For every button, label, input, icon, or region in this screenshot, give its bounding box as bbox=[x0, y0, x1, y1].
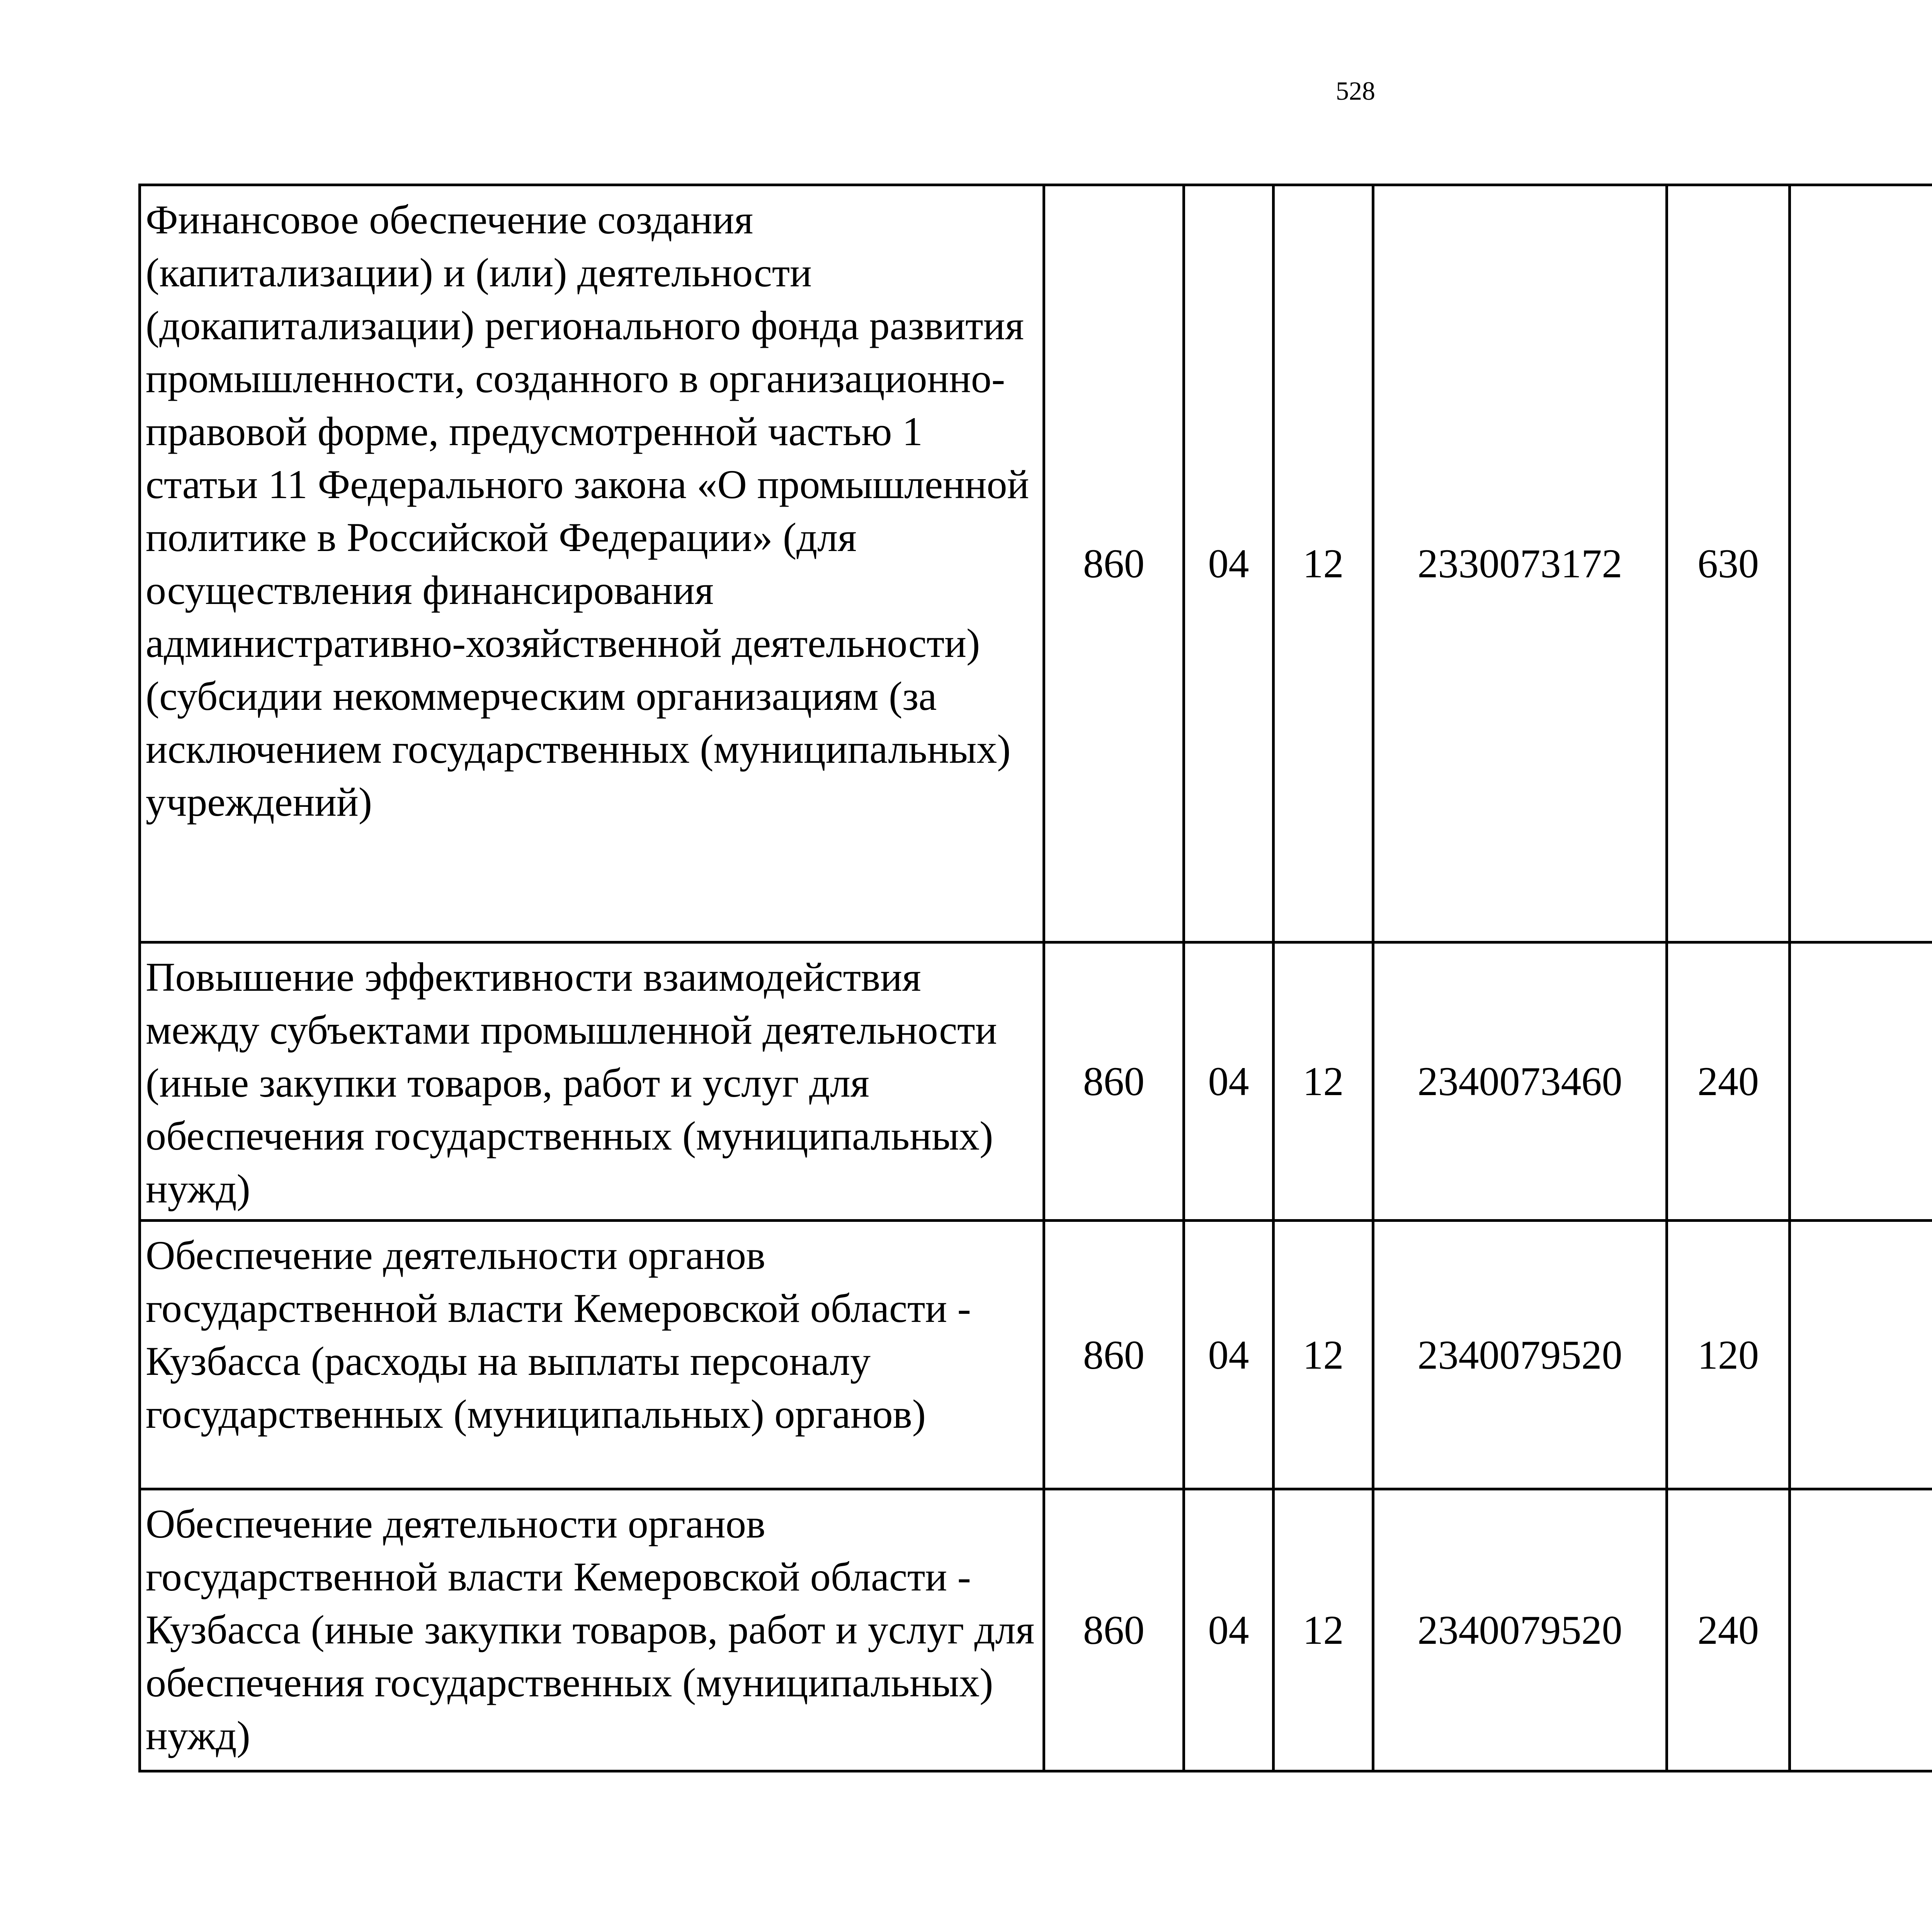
cell-description: Повышение эффективности взаимодействия между субъектами промышленной деятельности (иные закупки товаров, работ и услуг для обеспечения государственных (муниципальных) нужд) bbox=[140, 942, 1044, 1221]
cell-target-article: 2340079520 bbox=[1373, 1489, 1667, 1771]
cell-expense-type: 240 bbox=[1667, 942, 1790, 1221]
cell-target-article: 2340073460 bbox=[1373, 942, 1667, 1221]
table-row bbox=[140, 942, 1932, 1221]
cell-subsection: 12 bbox=[1274, 1221, 1373, 1489]
cell-subsection: 12 bbox=[1274, 1489, 1373, 1771]
cell-ministry: 860 bbox=[1044, 942, 1184, 1221]
page-number: 528 bbox=[1336, 76, 1375, 105]
cell-amount-1 bbox=[1790, 185, 1932, 942]
cell-section: 04 bbox=[1184, 1221, 1274, 1489]
cell-ministry: 860 bbox=[1044, 185, 1184, 942]
cell-target-article: 2340079520 bbox=[1373, 1221, 1667, 1489]
cell-amount-1 bbox=[1790, 942, 1932, 1221]
cell-subsection: 12 bbox=[1274, 185, 1373, 942]
table-row bbox=[140, 1489, 1932, 1771]
cell-ministry: 860 bbox=[1044, 1221, 1184, 1489]
cell-expense-type: 120 bbox=[1667, 1221, 1790, 1489]
cell-amount-1 bbox=[1790, 1489, 1932, 1771]
cell-description: Обеспечение деятельности органов государственной власти Кемеровской области - Кузбасса (расходы на выплаты персоналу государственных (муниципальных) органов) bbox=[140, 1221, 1044, 1489]
cell-expense-type: 630 bbox=[1667, 185, 1790, 942]
cell-section: 04 bbox=[1184, 185, 1274, 942]
table-row bbox=[140, 1221, 1932, 1489]
table-row bbox=[140, 185, 1932, 942]
cell-subsection: 12 bbox=[1274, 942, 1373, 1221]
budget-table bbox=[138, 184, 1932, 1772]
cell-amount-1 bbox=[1790, 1221, 1932, 1489]
cell-section: 04 bbox=[1184, 1489, 1274, 1771]
cell-target-article: 2330073172 bbox=[1373, 185, 1667, 942]
cell-expense-type: 240 bbox=[1667, 1489, 1790, 1771]
cell-description: Обеспечение деятельности органов государственной власти Кемеровской области - Кузбасса (иные закупки товаров, работ и услуг для обеспечения государственных (муниципальных) нужд) bbox=[140, 1489, 1044, 1771]
cell-section: 04 bbox=[1184, 942, 1274, 1221]
cell-description: Финансовое обеспечение создания (капитализации) и (или) деятельности (докапитализации) регионального фонда развития промышленности, созданного в организационно-правовой форме, предусмотренной частью 1 статьи 11 Федерального закона «О промышленной политике в Российской Федерации» (для осуществления финансирования административно-хозяйственной деятельности) (субсидии некоммерческим организациям (за исключением государственных (муниципальных) учреждений) bbox=[140, 185, 1044, 942]
cell-ministry: 860 bbox=[1044, 1489, 1184, 1771]
